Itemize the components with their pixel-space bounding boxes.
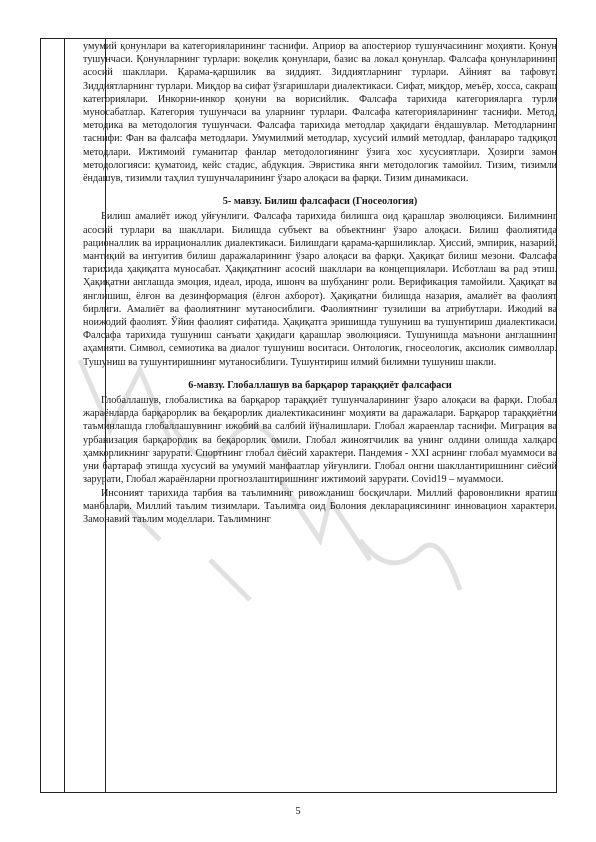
- table-column-number: [41, 39, 65, 792]
- section-5-body: Билиш амалиёт ижод уйғунлиги. Фалсафа тарихида билишга оид қарашлар эволюцияси. Билимнинг асосий турлари ва шакллари. Билишда субъект ва объектнинг ўзаро алоқаси. Билиш фаолиятида рационаллик ва иррационаллик диалектикаси. Билишдаги қарама-қаршиликлар. Ҳиссий, эмпирик, назарий, мантиқий ва интуитив билиш даражаларининг ўзаро алоқаси ва фарқи. Ҳақиқат билиш мезони. Фалсафа тарихида ҳақиқатга муносабат. Ҳақиқатнинг асосий шакллари ва концепциялари. Исботлаш ва рад этиш. Ҳақиқатни англашда эмоция, идеал, ирода, ишонч ва шубҳанинг роли. Верификация тамойили. Ҳақиқат ва янглишиш, ёлғон ва дезинформация (ёлғон ахборот). Ҳақиқатни билишда назария, амалиёт ва фаолият бирлиги. Амалиёт ва фаолиятнинг мутаносиблиги. Фаолиятнинг тузилиши ва атрибутлари. Ижодий ва ноижодий фаолият. Ўйин фаолият сифатида. Ҳақиқатга эришишда тушуниш ва тушунтириш диалектикаси. Фалсафа тарихида тушуниш санъати ҳақидаги қарашлар эволюцияси. Тушунишда маънони англашнинг аҳамияти. Символ, семиотика ва диалог тушуниш воситаси. Онтологик, гносеологик, аксиолик символлар. Тушуниш ва тушунтиришнинг мутаносиблиги. Тушунтириш илмий билимни тушуниш шакли.: [83, 211, 557, 368]
- table-content-cell: [83, 40, 557, 526]
- section-6-body-continued: Инсоният тарихида тарбия ва таълимнинг ривожланиш босқичлари. Миллий фаровонликни яратиш манбалари. Миллий таълим тизимлари. Таълимга оид Болония декларациясининг инновацион характери. Замонавий таълим моделлари. Таълимнинг: [83, 487, 557, 525]
- section-5-heading: 5- мавзу. Билиш фалсафаси (Гносеология): [222, 196, 418, 208]
- section-6-heading: 6-мавзу. Глобаллашув ва барқарор тараққиёт фалсафаси: [188, 379, 452, 391]
- intro-paragraph: умумий қонунлари ва категорияларининг таснифи. Априор ва апостериор тушунчасининг моҳияти. Қонун тушунчаси. Қонунларнинг турлари: воқелик қонунлари, базис ва локал қонунлар. Фалсафа қонунларининг асосий шакллари. Қарама-қаршилик ва зиддият. Зиддиятларнинг турлари. Айният ва тафовут. Зиддиятларнинг турлари. Миқдор ва сифат ўзгаришлари диалектикаси. Сифат, миқдор, меъёр, хосса, сакраш категориялари. Инкорни-инкор қонуни ва ворисийлик. Фалсафа тарихида категорияларга турли муносабатлар. Категория тушунчаси ва уларнинг турлари. Фалсафа категорияларининг таснифи. Метод, методика ва методология тушунчаси. Фалсафа тарихида методлар ҳақидаги ёндашувлар. Методларнинг таснифи: Фан ва фалсафа методлари. Умумилмий методлар, хусусий илмий методлар, фанлараро тадқиқот методлари. Ижтимоий гуманитар фанлар методологиянинг ўзига хос хусусиятлари. Ҳозирги замон методологияси: қуматоид, кейс стадис, абдукция. Эвристика янги методологик тамойил. Тизим, тизимли ёндашув, тизимли таҳлил тушунчаларининг ўзаро алоқаси ва фарқи. Тизим динамикаси.: [83, 41, 557, 185]
- page-number: 5: [295, 806, 301, 817]
- section-6-body: Глобаллашув, глобалистика ва барқарор тараққиёт тушунчаларининг ўзаро алоқаси ва фарқи. Глобал жараёнларда барқарорлик ва беқарорлик диалектикасининг моҳияти ва даражалари. Барқарор тараққиётни таъминлашда глобаллашувнинг ижобий ва салбий йўналишлари. Глобал жараенлар таснифи. Миграция ва урбанизация барқарорлик ва беқарорлик омили. Глобал жиноятчилик ва унинг олдини олишда халқаро ҳамкорликнинг зарурати. Спортнинг глобал сиёсий характери. Пандемия - XXI асрнинг глобал муаммоси ва уни бартараф этишда хусусий ва умумий манфаатлар уйғунлиги. Глобал онгни шакллантиришнинг сиёсий зарурати, Глобал жараёнларни прогнозлаштиришнинг ижтимоий зарурати. Covid19 – муаммоси.: [83, 395, 557, 486]
